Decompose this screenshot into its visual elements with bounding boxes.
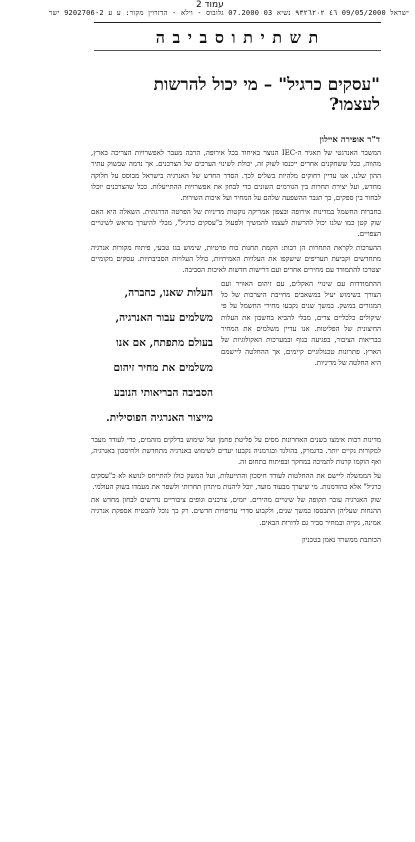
fax-transmission-line: ישראל 09/05/2000 ٤٦ ٩٣٢٦٢٠٢ נשיא 03 07.2000 גלובוס - וילא - הדזרוין מקור: ע ע 9202706-2 ישר xyxy=(48,9,409,17)
body-paragraph: על הממשלה ליישם את ההחלטות לעודד חיסכון והתייעלות, ועל המשק כולו להתייחס לנושא לא כ"עסקים כרגיל" אלא כהזדמנות. מי שיערך מבעוד מועד, יוכל ליהנות מיתרון תחרותי ולשפר את מעמדו בשוק העולמי. xyxy=(91,471,381,491)
pull-quote: העלות שאנו, כחברה, משלמים עבור האנרגיה, בעולם מתפתח, אם אנו משלמים את מחיר זיהום הסביבה הבריאותי הנובע מייצור האנרגיה הפוסילית. xyxy=(106,286,213,424)
article-headline: "עסקים כרגיל" – מי יכול להרשות לעצמו? xyxy=(153,75,380,115)
author-byline: ד"ר אופירה איילון xyxy=(319,135,380,145)
section-title: ת ש ת י ת ו ס ב י ב ה xyxy=(155,28,320,47)
article-body xyxy=(91,148,381,546)
author-affiliation: הכותבת ממשרד נאמן בטכניון xyxy=(301,536,381,545)
page-number: 2 עמוד xyxy=(196,0,224,10)
body-paragraph: מדינות רבות אימצו בשנים האחרונות מסים על פליטת פחמן ועל שימוש בדלקים מזהמים, כדי לעודד מעבר למקורות נקיים יותר. בדנמרק, בהולנד ובגרמניה נקבעו יעדים לשימוש באנרגיה מתחדשת ולחיסכון באנרגיה, ואף הוקמו קרנות לתמיכה במחקר ובפיתוח בתחום זה. xyxy=(91,435,381,467)
pull-quote-wrap xyxy=(91,279,381,435)
fax-header xyxy=(0,0,415,20)
top-rule xyxy=(94,22,381,23)
section-rule xyxy=(94,50,381,51)
body-paragraph: ההתמודדות עם שינויי האקלים, עם זיהום האוויר ועם הצורך בשימוש יעיל במשאבים מחייבת היערכות של כל המגזרים במשק. במשך שנים נקבעו מחירי החשמל על פי שיקולים כלכליים צרים, מבלי להביא בחשבון את העלות החיצונית של הפליטות. אנו עדיין משלמים את המחיר בבריאות הציבור, בפגיעה בנוף ובמערכות האקולוגיות של הארץ. פתרונות טכנולוגיים קיימים, אך ההחלטה ליישמם היא החלטה של מדיניות. xyxy=(221,279,381,367)
body-paragraph: שוק האנרגיה עובר תקופה של שינויים מהירים. יזמים, צרכנים וגופים ציבוריים נדרשים לבחון מחדש את ההנחות שעליהן התבססו במשך שנים, ולקבוע סדרי עדיפויות חדשים. רק כך נוכל להבטיח אספקת אנרגיה אמינה, נקייה ובמחיר סביר גם לדורות הבאים. xyxy=(91,496,381,527)
body-paragraph: בחברות החשמל במדינות אירופה ובצפון אמריקה נוקטות מדיניות של הפרטה הדרגתית. השאלה היא האם שוק קטן כמו שלנו יכול להרשות לעצמו להמשיך ולפעול כ"עסקים כרגיל", מבלי להיערך מראש לשינויים הצפויים. xyxy=(91,207,381,239)
body-paragraph: ההערכות לקראת התחרות הן רבות: הקמת תחנות כוח פרטיות, שימוש בגז טבעי, פיתוח מקורות אנרגיה מתחדשים וקביעת תעריפים שישקפו את העלויות האמיתיות, כולל העלויות הסביבתיות. עסקים מקומיים יצטרכו להתמודד עם מחירים אחרים ועם דרישות חדשות לאיכות הסביבה. xyxy=(91,243,381,275)
body-paragraph: המשבר האנרגטי של תאגיד ה-IEC הנוצר באיחוד בכל אירופה, הרבה מעבר לאפשרויות הצריכה בארץ, מהווה, ככל ששחקנים אחרים ייכנסו לשוק זה, יכולת לשינוי הערכים של הצרכנים. אך נדמה שבשוק עתיר ההון שלנו, אנו עדיין רחוקים מלהיות בשלים לכך. הסדר החדש של האנרגיה בישראל מבוסס על חלוקה מחדש, ועל יצירת תחרות בין הגורמים השונים כדי לבחון את אפשרויות ההתייעלות. ככל שהצרכנים יוכלו לבחור בין ספקים, כך תגבר ההשפעה שלהם על המחיר ועל איכות השירות. xyxy=(91,149,381,203)
